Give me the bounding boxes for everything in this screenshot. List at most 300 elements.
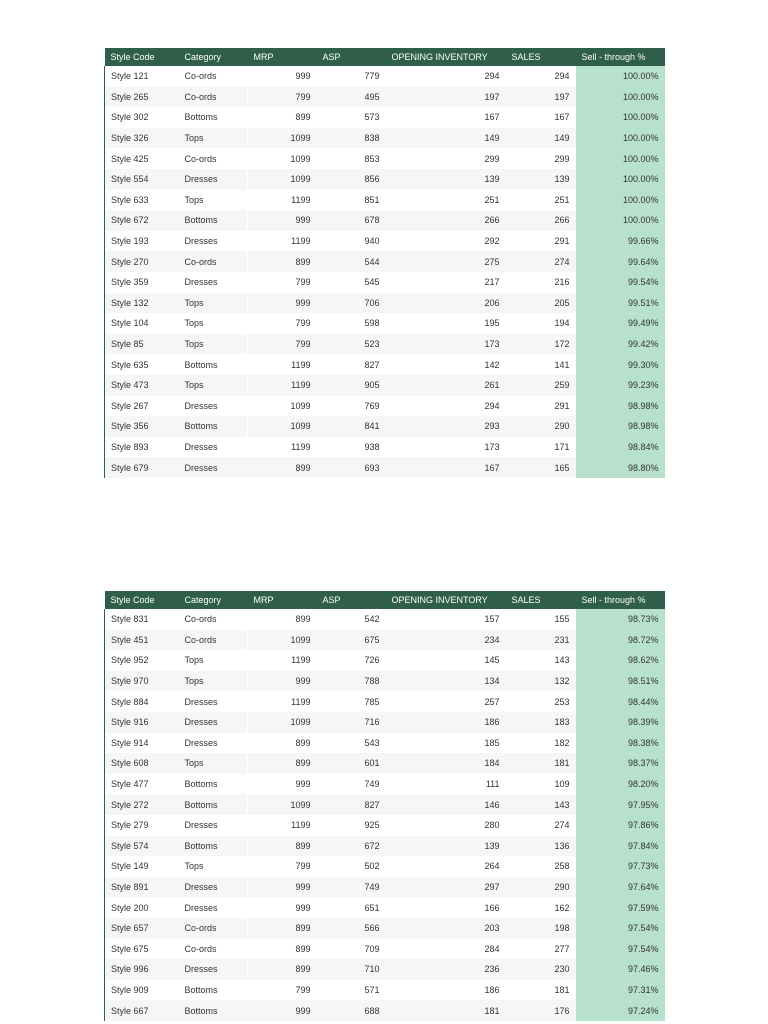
cell-style-code: Style 272 <box>105 794 179 815</box>
cell-sell-through: 97.54% <box>576 939 665 960</box>
cell-opening-inventory: 294 <box>386 396 506 417</box>
cell-sales: 143 <box>506 650 576 671</box>
cell-opening-inventory: 203 <box>386 918 506 939</box>
cell-style-code: Style 326 <box>105 128 179 149</box>
cell-mrp: 899 <box>248 939 317 960</box>
cell-mrp: 999 <box>248 210 317 231</box>
header-row <box>105 591 665 609</box>
cell-sales: 198 <box>506 918 576 939</box>
cell-asp: 678 <box>317 210 386 231</box>
cell-category: Dresses <box>179 815 248 836</box>
cell-sell-through: 98.73% <box>576 609 665 630</box>
table-row <box>105 416 665 437</box>
cell-mrp: 1199 <box>248 691 317 712</box>
cell-mrp: 1099 <box>248 169 317 190</box>
cell-category: Dresses <box>179 457 248 478</box>
cell-category: Bottoms <box>179 774 248 795</box>
table-row <box>105 293 665 314</box>
cell-opening-inventory: 297 <box>386 877 506 898</box>
table-row <box>105 959 665 980</box>
cell-sales: 274 <box>506 815 576 836</box>
cell-sell-through: 97.59% <box>576 897 665 918</box>
cell-opening-inventory: 264 <box>386 856 506 877</box>
cell-asp: 545 <box>317 272 386 293</box>
cell-asp: 523 <box>317 334 386 355</box>
cell-category: Co-ords <box>179 148 248 169</box>
cell-category: Bottoms <box>179 210 248 231</box>
cell-opening-inventory: 167 <box>386 107 506 128</box>
cell-asp: 706 <box>317 293 386 314</box>
cell-category: Dresses <box>179 272 248 293</box>
cell-category: Dresses <box>179 437 248 458</box>
table-row <box>105 457 665 478</box>
cell-sales: 176 <box>506 1000 576 1021</box>
column-header-asp: ASP <box>317 591 386 609</box>
table-row <box>105 877 665 898</box>
cell-category: Tops <box>179 190 248 211</box>
table-header <box>105 591 665 609</box>
cell-sales: 182 <box>506 733 576 754</box>
cell-category: Bottoms <box>179 354 248 375</box>
cell-asp: 779 <box>317 66 386 87</box>
cell-category: Co-ords <box>179 939 248 960</box>
column-header-mrp: MRP <box>248 48 317 66</box>
cell-mrp: 899 <box>248 609 317 630</box>
cell-sales: 172 <box>506 334 576 355</box>
cell-mrp: 999 <box>248 877 317 898</box>
column-header-opening-inventory: OPENING INVENTORY <box>386 591 506 609</box>
cell-style-code: Style 679 <box>105 457 179 478</box>
cell-opening-inventory: 157 <box>386 609 506 630</box>
cell-mrp: 1199 <box>248 190 317 211</box>
table-row <box>105 251 665 272</box>
cell-sales: 291 <box>506 231 576 252</box>
table-row <box>105 66 665 87</box>
cell-mrp: 899 <box>248 107 317 128</box>
cell-opening-inventory: 275 <box>386 251 506 272</box>
cell-mrp: 899 <box>248 918 317 939</box>
cell-opening-inventory: 251 <box>386 190 506 211</box>
column-header-sell-through: Sell - through % <box>576 48 665 66</box>
cell-mrp: 899 <box>248 959 317 980</box>
table-row <box>105 650 665 671</box>
cell-sell-through: 100.00% <box>576 87 665 108</box>
cell-sales: 290 <box>506 877 576 898</box>
cell-sales: 109 <box>506 774 576 795</box>
header-row <box>105 48 665 66</box>
cell-style-code: Style 104 <box>105 313 179 334</box>
cell-sell-through: 97.46% <box>576 959 665 980</box>
cell-style-code: Style 270 <box>105 251 179 272</box>
cell-category: Tops <box>179 375 248 396</box>
cell-style-code: Style 554 <box>105 169 179 190</box>
cell-sales: 155 <box>506 609 576 630</box>
cell-opening-inventory: 139 <box>386 169 506 190</box>
cell-sell-through: 98.51% <box>576 671 665 692</box>
cell-sell-through: 100.00% <box>576 107 665 128</box>
cell-sell-through: 100.00% <box>576 210 665 231</box>
cell-opening-inventory: 284 <box>386 939 506 960</box>
cell-style-code: Style 132 <box>105 293 179 314</box>
cell-mrp: 999 <box>248 774 317 795</box>
cell-mrp: 999 <box>248 1000 317 1021</box>
cell-style-code: Style 200 <box>105 897 179 918</box>
cell-style-code: Style 149 <box>105 856 179 877</box>
cell-style-code: Style 952 <box>105 650 179 671</box>
cell-sell-through: 97.84% <box>576 836 665 857</box>
table-row <box>105 375 665 396</box>
cell-mrp: 1099 <box>248 416 317 437</box>
cell-sell-through: 99.66% <box>576 231 665 252</box>
cell-category: Dresses <box>179 691 248 712</box>
cell-style-code: Style 279 <box>105 815 179 836</box>
cell-sales: 253 <box>506 691 576 712</box>
cell-category: Tops <box>179 313 248 334</box>
cell-asp: 938 <box>317 437 386 458</box>
table-row <box>105 918 665 939</box>
cell-sales: 259 <box>506 375 576 396</box>
cell-asp: 543 <box>317 733 386 754</box>
cell-asp: 716 <box>317 712 386 733</box>
cell-style-code: Style 302 <box>105 107 179 128</box>
cell-mrp: 799 <box>248 313 317 334</box>
cell-opening-inventory: 292 <box>386 231 506 252</box>
cell-category: Tops <box>179 650 248 671</box>
cell-mrp: 1199 <box>248 354 317 375</box>
cell-category: Co-ords <box>179 609 248 630</box>
cell-sales: 162 <box>506 897 576 918</box>
cell-style-code: Style 85 <box>105 334 179 355</box>
cell-asp: 785 <box>317 691 386 712</box>
table-row <box>105 733 665 754</box>
table-row <box>105 87 665 108</box>
cell-category: Bottoms <box>179 416 248 437</box>
cell-sales: 251 <box>506 190 576 211</box>
table-row <box>105 334 665 355</box>
table-row <box>105 107 665 128</box>
cell-category: Bottoms <box>179 836 248 857</box>
cell-category: Dresses <box>179 959 248 980</box>
cell-asp: 675 <box>317 630 386 651</box>
cell-sales: 291 <box>506 396 576 417</box>
cell-opening-inventory: 266 <box>386 210 506 231</box>
cell-style-code: Style 909 <box>105 980 179 1001</box>
cell-sell-through: 97.64% <box>576 877 665 898</box>
cell-mrp: 799 <box>248 856 317 877</box>
cell-category: Dresses <box>179 877 248 898</box>
cell-asp: 710 <box>317 959 386 980</box>
cell-sell-through: 98.37% <box>576 753 665 774</box>
cell-sales: 143 <box>506 794 576 815</box>
cell-opening-inventory: 166 <box>386 897 506 918</box>
table-row <box>105 354 665 375</box>
cell-sales: 194 <box>506 313 576 334</box>
column-header-style-code: Style Code <box>105 591 179 609</box>
table-row <box>105 437 665 458</box>
cell-sales: 294 <box>506 66 576 87</box>
cell-sales: 165 <box>506 457 576 478</box>
table-row <box>105 856 665 877</box>
cell-sales: 258 <box>506 856 576 877</box>
table-row <box>105 794 665 815</box>
cell-asp: 726 <box>317 650 386 671</box>
cell-style-code: Style 633 <box>105 190 179 211</box>
cell-style-code: Style 667 <box>105 1000 179 1021</box>
cell-sell-through: 100.00% <box>576 169 665 190</box>
cell-style-code: Style 884 <box>105 691 179 712</box>
cell-asp: 651 <box>317 897 386 918</box>
cell-category: Bottoms <box>179 107 248 128</box>
cell-sales: 197 <box>506 87 576 108</box>
cell-sales: 149 <box>506 128 576 149</box>
cell-sales: 277 <box>506 939 576 960</box>
cell-opening-inventory: 173 <box>386 334 506 355</box>
cell-sales: 274 <box>506 251 576 272</box>
cell-opening-inventory: 145 <box>386 650 506 671</box>
cell-asp: 856 <box>317 169 386 190</box>
cell-opening-inventory: 195 <box>386 313 506 334</box>
cell-category: Bottoms <box>179 980 248 1001</box>
cell-mrp: 799 <box>248 87 317 108</box>
table-row <box>105 396 665 417</box>
table-row <box>105 836 665 857</box>
cell-opening-inventory: 167 <box>386 457 506 478</box>
cell-sales: 139 <box>506 169 576 190</box>
cell-opening-inventory: 299 <box>386 148 506 169</box>
cell-sell-through: 99.51% <box>576 293 665 314</box>
cell-style-code: Style 657 <box>105 918 179 939</box>
cell-asp: 788 <box>317 671 386 692</box>
column-header-sell-through: Sell - through % <box>576 591 665 609</box>
cell-style-code: Style 425 <box>105 148 179 169</box>
cell-sell-through: 97.31% <box>576 980 665 1001</box>
cell-mrp: 799 <box>248 272 317 293</box>
cell-sell-through: 98.62% <box>576 650 665 671</box>
cell-category: Co-ords <box>179 918 248 939</box>
column-header-category: Category <box>179 591 248 609</box>
cell-mrp: 1199 <box>248 231 317 252</box>
cell-category: Bottoms <box>179 1000 248 1021</box>
cell-sell-through: 98.98% <box>576 396 665 417</box>
cell-sales: 231 <box>506 630 576 651</box>
table-row <box>105 272 665 293</box>
table-body <box>105 66 665 478</box>
cell-asp: 769 <box>317 396 386 417</box>
cell-sales: 171 <box>506 437 576 458</box>
cell-category: Dresses <box>179 231 248 252</box>
cell-sell-through: 100.00% <box>576 128 665 149</box>
cell-asp: 502 <box>317 856 386 877</box>
cell-sell-through: 97.86% <box>576 815 665 836</box>
cell-category: Tops <box>179 293 248 314</box>
cell-sell-through: 98.84% <box>576 437 665 458</box>
cell-asp: 841 <box>317 416 386 437</box>
cell-style-code: Style 473 <box>105 375 179 396</box>
table-row <box>105 630 665 651</box>
cell-sell-through: 99.49% <box>576 313 665 334</box>
cell-mrp: 999 <box>248 293 317 314</box>
cell-style-code: Style 193 <box>105 231 179 252</box>
cell-mrp: 999 <box>248 66 317 87</box>
cell-asp: 688 <box>317 1000 386 1021</box>
table-row <box>105 980 665 1001</box>
cell-sell-through: 99.30% <box>576 354 665 375</box>
cell-sales: 132 <box>506 671 576 692</box>
cell-style-code: Style 970 <box>105 671 179 692</box>
cell-category: Dresses <box>179 733 248 754</box>
cell-opening-inventory: 111 <box>386 774 506 795</box>
table-row <box>105 210 665 231</box>
cell-asp: 827 <box>317 794 386 815</box>
cell-sales: 299 <box>506 148 576 169</box>
cell-style-code: Style 359 <box>105 272 179 293</box>
table-row <box>105 313 665 334</box>
cell-sales: 183 <box>506 712 576 733</box>
cell-opening-inventory: 280 <box>386 815 506 836</box>
cell-opening-inventory: 236 <box>386 959 506 980</box>
cell-category: Tops <box>179 856 248 877</box>
cell-mrp: 999 <box>248 671 317 692</box>
cell-opening-inventory: 217 <box>386 272 506 293</box>
cell-category: Co-ords <box>179 630 248 651</box>
cell-sales: 230 <box>506 959 576 980</box>
cell-opening-inventory: 173 <box>386 437 506 458</box>
cell-mrp: 1099 <box>248 630 317 651</box>
cell-style-code: Style 914 <box>105 733 179 754</box>
cell-opening-inventory: 293 <box>386 416 506 437</box>
cell-sales: 266 <box>506 210 576 231</box>
cell-sales: 181 <box>506 753 576 774</box>
cell-style-code: Style 267 <box>105 396 179 417</box>
table-row <box>105 128 665 149</box>
table-row <box>105 671 665 692</box>
cell-style-code: Style 121 <box>105 66 179 87</box>
table-row <box>105 897 665 918</box>
cell-sell-through: 100.00% <box>576 66 665 87</box>
cell-opening-inventory: 184 <box>386 753 506 774</box>
cell-opening-inventory: 261 <box>386 375 506 396</box>
column-header-asp: ASP <box>317 48 386 66</box>
cell-asp: 905 <box>317 375 386 396</box>
table-row <box>105 190 665 211</box>
cell-sales: 205 <box>506 293 576 314</box>
cell-asp: 749 <box>317 877 386 898</box>
cell-opening-inventory: 234 <box>386 630 506 651</box>
cell-mrp: 1099 <box>248 128 317 149</box>
table-row <box>105 1000 665 1021</box>
cell-category: Tops <box>179 128 248 149</box>
cell-mrp: 1199 <box>248 815 317 836</box>
cell-sell-through: 99.23% <box>576 375 665 396</box>
cell-mrp: 899 <box>248 457 317 478</box>
cell-mrp: 1099 <box>248 148 317 169</box>
cell-mrp: 1199 <box>248 437 317 458</box>
cell-sales: 290 <box>506 416 576 437</box>
cell-category: Co-ords <box>179 87 248 108</box>
cell-category: Dresses <box>179 712 248 733</box>
cell-asp: 940 <box>317 231 386 252</box>
cell-style-code: Style 635 <box>105 354 179 375</box>
table-row <box>105 774 665 795</box>
cell-sell-through: 97.24% <box>576 1000 665 1021</box>
cell-asp: 601 <box>317 753 386 774</box>
cell-sell-through: 97.73% <box>576 856 665 877</box>
cell-opening-inventory: 139 <box>386 836 506 857</box>
cell-style-code: Style 831 <box>105 609 179 630</box>
table-row <box>105 231 665 252</box>
cell-category: Dresses <box>179 169 248 190</box>
column-header-opening-inventory: OPENING INVENTORY <box>386 48 506 66</box>
cell-opening-inventory: 206 <box>386 293 506 314</box>
table-row <box>105 815 665 836</box>
column-header-category: Category <box>179 48 248 66</box>
cell-category: Dresses <box>179 897 248 918</box>
cell-asp: 709 <box>317 939 386 960</box>
cell-asp: 573 <box>317 107 386 128</box>
cell-category: Tops <box>179 671 248 692</box>
cell-opening-inventory: 181 <box>386 1000 506 1021</box>
cell-asp: 853 <box>317 148 386 169</box>
cell-style-code: Style 608 <box>105 753 179 774</box>
cell-sell-through: 100.00% <box>576 190 665 211</box>
cell-asp: 672 <box>317 836 386 857</box>
cell-sell-through: 98.39% <box>576 712 665 733</box>
cell-category: Co-ords <box>179 66 248 87</box>
column-header-mrp: MRP <box>248 591 317 609</box>
table-row <box>105 169 665 190</box>
cell-mrp: 1199 <box>248 650 317 671</box>
cell-opening-inventory: 186 <box>386 712 506 733</box>
cell-category: Tops <box>179 334 248 355</box>
cell-opening-inventory: 257 <box>386 691 506 712</box>
cell-style-code: Style 451 <box>105 630 179 651</box>
cell-style-code: Style 477 <box>105 774 179 795</box>
cell-sell-through: 99.64% <box>576 251 665 272</box>
cell-asp: 542 <box>317 609 386 630</box>
cell-opening-inventory: 142 <box>386 354 506 375</box>
cell-sales: 181 <box>506 980 576 1001</box>
cell-sell-through: 100.00% <box>576 148 665 169</box>
cell-style-code: Style 672 <box>105 210 179 231</box>
cell-mrp: 899 <box>248 836 317 857</box>
cell-sell-through: 98.44% <box>576 691 665 712</box>
cell-asp: 598 <box>317 313 386 334</box>
cell-opening-inventory: 134 <box>386 671 506 692</box>
cell-sell-through: 97.54% <box>576 918 665 939</box>
table-row <box>105 609 665 630</box>
cell-mrp: 899 <box>248 251 317 272</box>
cell-opening-inventory: 146 <box>386 794 506 815</box>
column-header-sales: SALES <box>506 48 576 66</box>
table-row <box>105 691 665 712</box>
table-row <box>105 753 665 774</box>
cell-opening-inventory: 185 <box>386 733 506 754</box>
cell-opening-inventory: 186 <box>386 980 506 1001</box>
cell-opening-inventory: 149 <box>386 128 506 149</box>
cell-asp: 693 <box>317 457 386 478</box>
column-header-sales: SALES <box>506 591 576 609</box>
cell-opening-inventory: 197 <box>386 87 506 108</box>
cell-style-code: Style 893 <box>105 437 179 458</box>
cell-sales: 216 <box>506 272 576 293</box>
table-row <box>105 712 665 733</box>
cell-mrp: 999 <box>248 897 317 918</box>
table-body <box>105 609 665 1021</box>
cell-mrp: 1099 <box>248 712 317 733</box>
cell-sell-through: 98.20% <box>576 774 665 795</box>
cell-mrp: 1099 <box>248 794 317 815</box>
table-row <box>105 148 665 169</box>
